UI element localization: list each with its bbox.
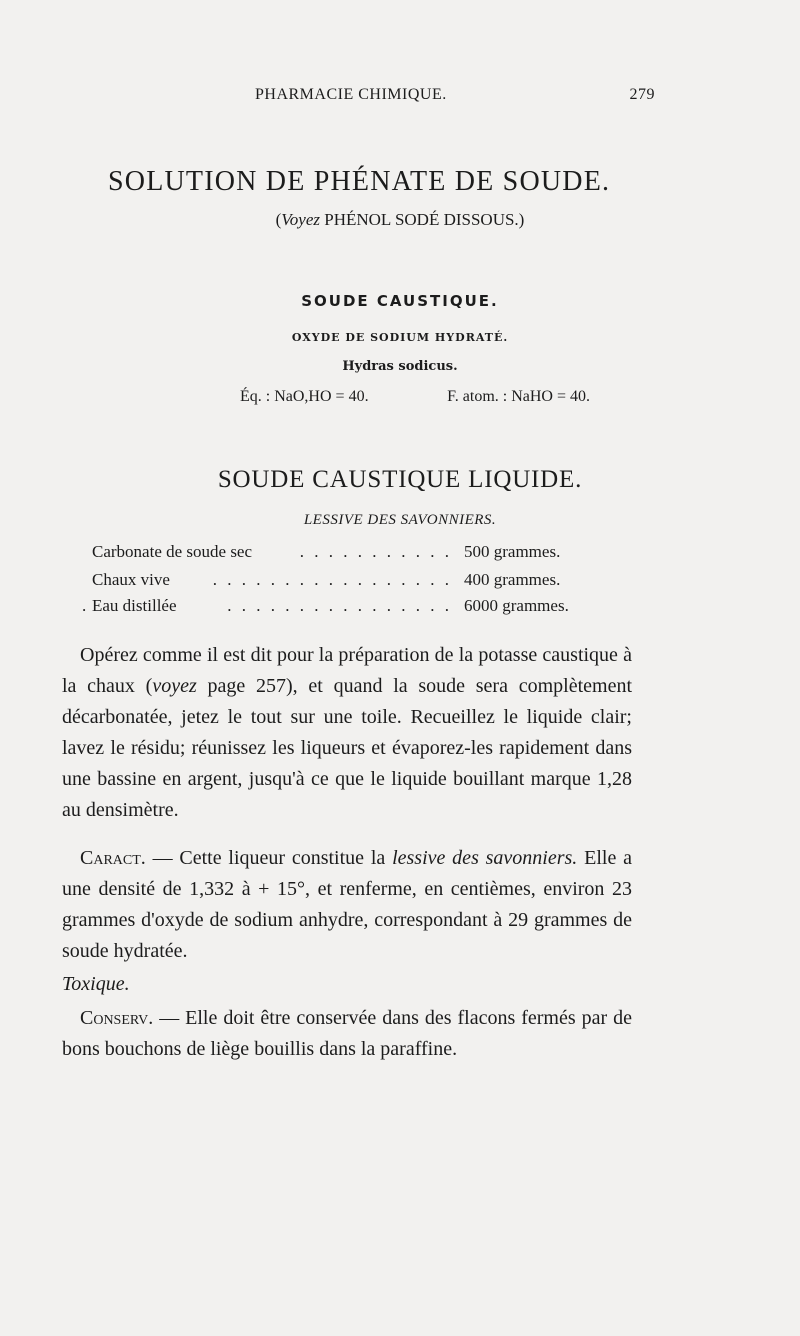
running-head xyxy=(255,86,655,104)
toxique-line: Toxique. xyxy=(62,973,130,995)
equivalent-formula: Éq. : NaO,HO = 40. xyxy=(240,388,369,405)
ingredient-quantity: 500 grammes. xyxy=(464,542,561,561)
ingredient-row xyxy=(92,570,592,596)
preparation-paragraph xyxy=(62,640,632,826)
caracteres-paragraph xyxy=(62,843,632,967)
page-number: 279 xyxy=(629,86,655,103)
subtitle-rest: PHÉNOL SODÉ DISSOUS.) xyxy=(320,210,525,229)
leader-dots: . . . . . . . . . . . xyxy=(299,542,452,561)
soude-caustique-title: SOUDE CAUSTIQUE. xyxy=(301,292,499,310)
preparation-text-b: page 257), et quand la soude sera complètement décarbonatée, jetez le tout sur une toile. Recueillez le liquide clair; lavez le résidu; réunissez les liqueurs et évaporez-les rapidement dans une bassine en argent, jusqu'à ce que le liquide bouillant marque 1,28 au densimètre. xyxy=(62,675,632,821)
ingredient-quantity: 400 grammes. xyxy=(464,570,561,589)
ingredient-name: Chaux vive xyxy=(92,570,174,590)
ingredient-row xyxy=(82,596,592,622)
running-head-title: PHARMACIE CHIMIQUE. xyxy=(255,86,447,103)
leader-dots: . . . . . . . . . . . . . . . . xyxy=(227,596,452,615)
ingredient-name: Carbonate de soude sec xyxy=(92,542,256,562)
soude-liquide-subtitle: LESSIVE DES SAVONNIERS. xyxy=(303,512,497,528)
soude-liquide-title: SOUDE CAUSTIQUE LIQUIDE. xyxy=(217,466,583,493)
section-subtitle xyxy=(0,210,800,230)
conserv-text: — Elle doit être conservée dans des flacons fermés par de bons bouchons de liège bouillis dans la paraffine. xyxy=(62,1007,632,1060)
ingredient-quantity: 6000 grammes. xyxy=(464,596,569,615)
leader-dots: . . . . . . . . . . . . . . . . . xyxy=(212,570,452,589)
ingredient-bullet: . xyxy=(82,596,87,615)
conserv-label: Conserv. xyxy=(80,1007,154,1029)
caract-italic: lessive des savonniers. xyxy=(392,847,578,869)
preparation-text-a: Opérez comme il est dit pour la préparation de la potasse caustique à la chaux ( xyxy=(62,644,632,697)
atomic-formula: F. atom. : NaHO = 40. xyxy=(447,388,590,405)
formula-line xyxy=(240,388,590,406)
soude-caustique-synonym: OXYDE DE SODIUM HYDRATÉ. xyxy=(291,331,509,344)
preparation-italic: voyez xyxy=(152,675,197,697)
soude-caustique-latin: Hydras sodicus. xyxy=(342,359,458,374)
caract-label: Caract. xyxy=(80,847,146,869)
ingredient-name: Eau distillée xyxy=(92,596,181,616)
section-title: SOLUTION DE PHÉNATE DE SOUDE. xyxy=(108,166,611,197)
subtitle-italic: Voyez xyxy=(281,210,321,229)
ingredient-row xyxy=(92,542,592,568)
subtitle-open: ( xyxy=(275,210,282,229)
caract-text-a: — Cette liqueur constitue la xyxy=(145,847,393,869)
conservation-paragraph xyxy=(62,1003,632,1065)
caract-text-b: Elle a une densité de 1,332 à + 15°, et renferme, en centièmes, environ 23 grammes d'oxyde de sodium anhydre, correspondant à 29 grammes de soude hydratée. xyxy=(62,847,632,962)
